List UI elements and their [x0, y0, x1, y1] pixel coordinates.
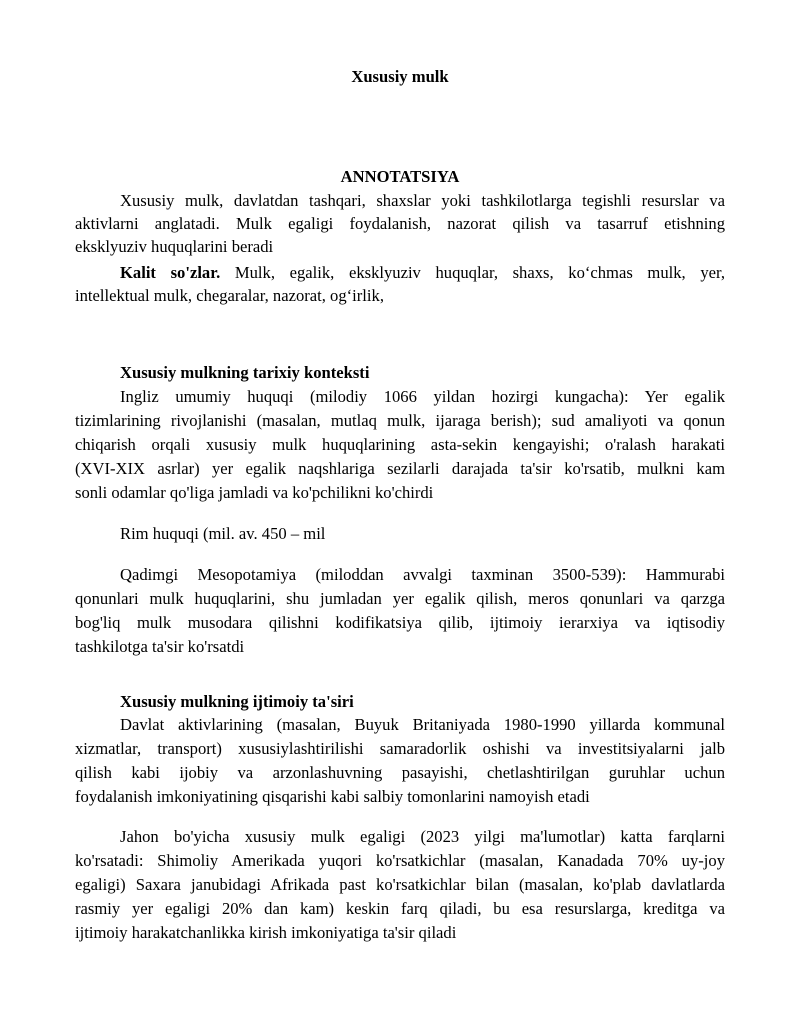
text-line: Xususiy mulk, davlatdan tashqari, shaxslar yoki tashkilotlarga tegishli resurslar va [120, 191, 725, 210]
document-title: Xususiy mulk [351, 67, 449, 86]
text-line: ko'rsatadi: Shimoliy Amerikada yuqori ko'rsatkichlar (masalan, Kanadada 70% uy-joy [75, 851, 725, 870]
keywords-label: Kalit so'zlar. [120, 263, 221, 282]
text-line: Jahon bo'yicha xususiy mulk egaligi (2023 yilgi ma'lumotlar) katta farqlarni [120, 827, 725, 846]
keywords-line [120, 262, 725, 284]
text-line: intellektual mulk, chegaralar, nazorat, og‘irlik, [75, 286, 384, 305]
keywords-text: Mulk, egalik, eksklyuziv huquqlar, shaxs, ko‘chmas mulk, yer, [234, 263, 725, 282]
text-line: eksklyuziv huquqlarini beradi [75, 237, 274, 256]
text-line: qonunlari mulk huquqlarini, shu jumladan yer egalik qilish, meros qonunlari va qarzga [75, 589, 725, 608]
text-line: (XVI-XIX asrlar) yer egalik naqshlariga sezilarli darajada ta'sir ko'rsatib, mulkni kam [75, 459, 725, 478]
text-line: chiqarish orqali xususiy mulk huquqlarining asta-sekin kengayishi; o'ralash harakati [75, 435, 725, 454]
text-line: egaligi) Saxara janubidagi Afrikada past ko'rsatkichlar bilan (masalan, ko'plab davlatlarda [75, 875, 725, 894]
paragraph: Rim huquqi (mil. av. 450 – mil [120, 524, 326, 543]
text-line: Ingliz umumiy huquqi (milodiy 1066 yildan hozirgi kungacha): Yer egalik [120, 387, 725, 406]
text-line: foydalanish imkoniyatining qisqarishi kabi salbiy tomonlarini namoyish etadi [75, 787, 590, 806]
annotation-heading: ANNOTATSIYA [340, 167, 460, 186]
text-line: xizmatlar, transport) xususiylashtirilishi samaradorlik oshishi va investitsiyalarni jalb [75, 739, 725, 758]
text-line: Davlat aktivlarining (masalan, Buyuk Britaniyada 1980-1990 yillarda kommunal [120, 715, 725, 734]
text-line: bog'liq mulk musodara qilishni kodifikatsiya qilib, ijtimoiy ierarxiya va iqtisodiy [75, 613, 725, 632]
text-line: ijtimoiy harakatchanlikka kirish imkoniyatiga ta'sir qiladi [75, 923, 457, 942]
text-line: Qadimgi Mesopotamiya (miloddan avvalgi taxminan 3500-539): Hammurabi [120, 565, 725, 584]
section-heading: Xususiy mulkning ijtimoiy ta'siri [120, 692, 354, 711]
text-line: tizimlarining rivojlanishi (masalan, mutlaq mulk, ijaraga berish); sud amaliyoti va qonun [75, 411, 725, 430]
text-line: sonli odamlar qo'liga jamladi va ko'pchilikni ko'chirdi [75, 483, 434, 502]
section-heading: Xususiy mulkning tarixiy konteksti [120, 363, 370, 382]
text-line: qilish kabi ijobiy va arzonlashuvning pasayishi, chetlashtirilgan guruhlar uchun [75, 763, 725, 782]
text-line: rasmiy yer egaligi 20% dan kam) keskin farq qiladi, bu esa resurslarga, kreditga va [75, 899, 725, 918]
text-line: tashkilotga ta'sir ko'rsatdi [75, 637, 245, 656]
text-line: aktivlarni anglatadi. Mulk egaligi foydalanish, nazorat qilish va tasarruf etishning [75, 214, 725, 233]
